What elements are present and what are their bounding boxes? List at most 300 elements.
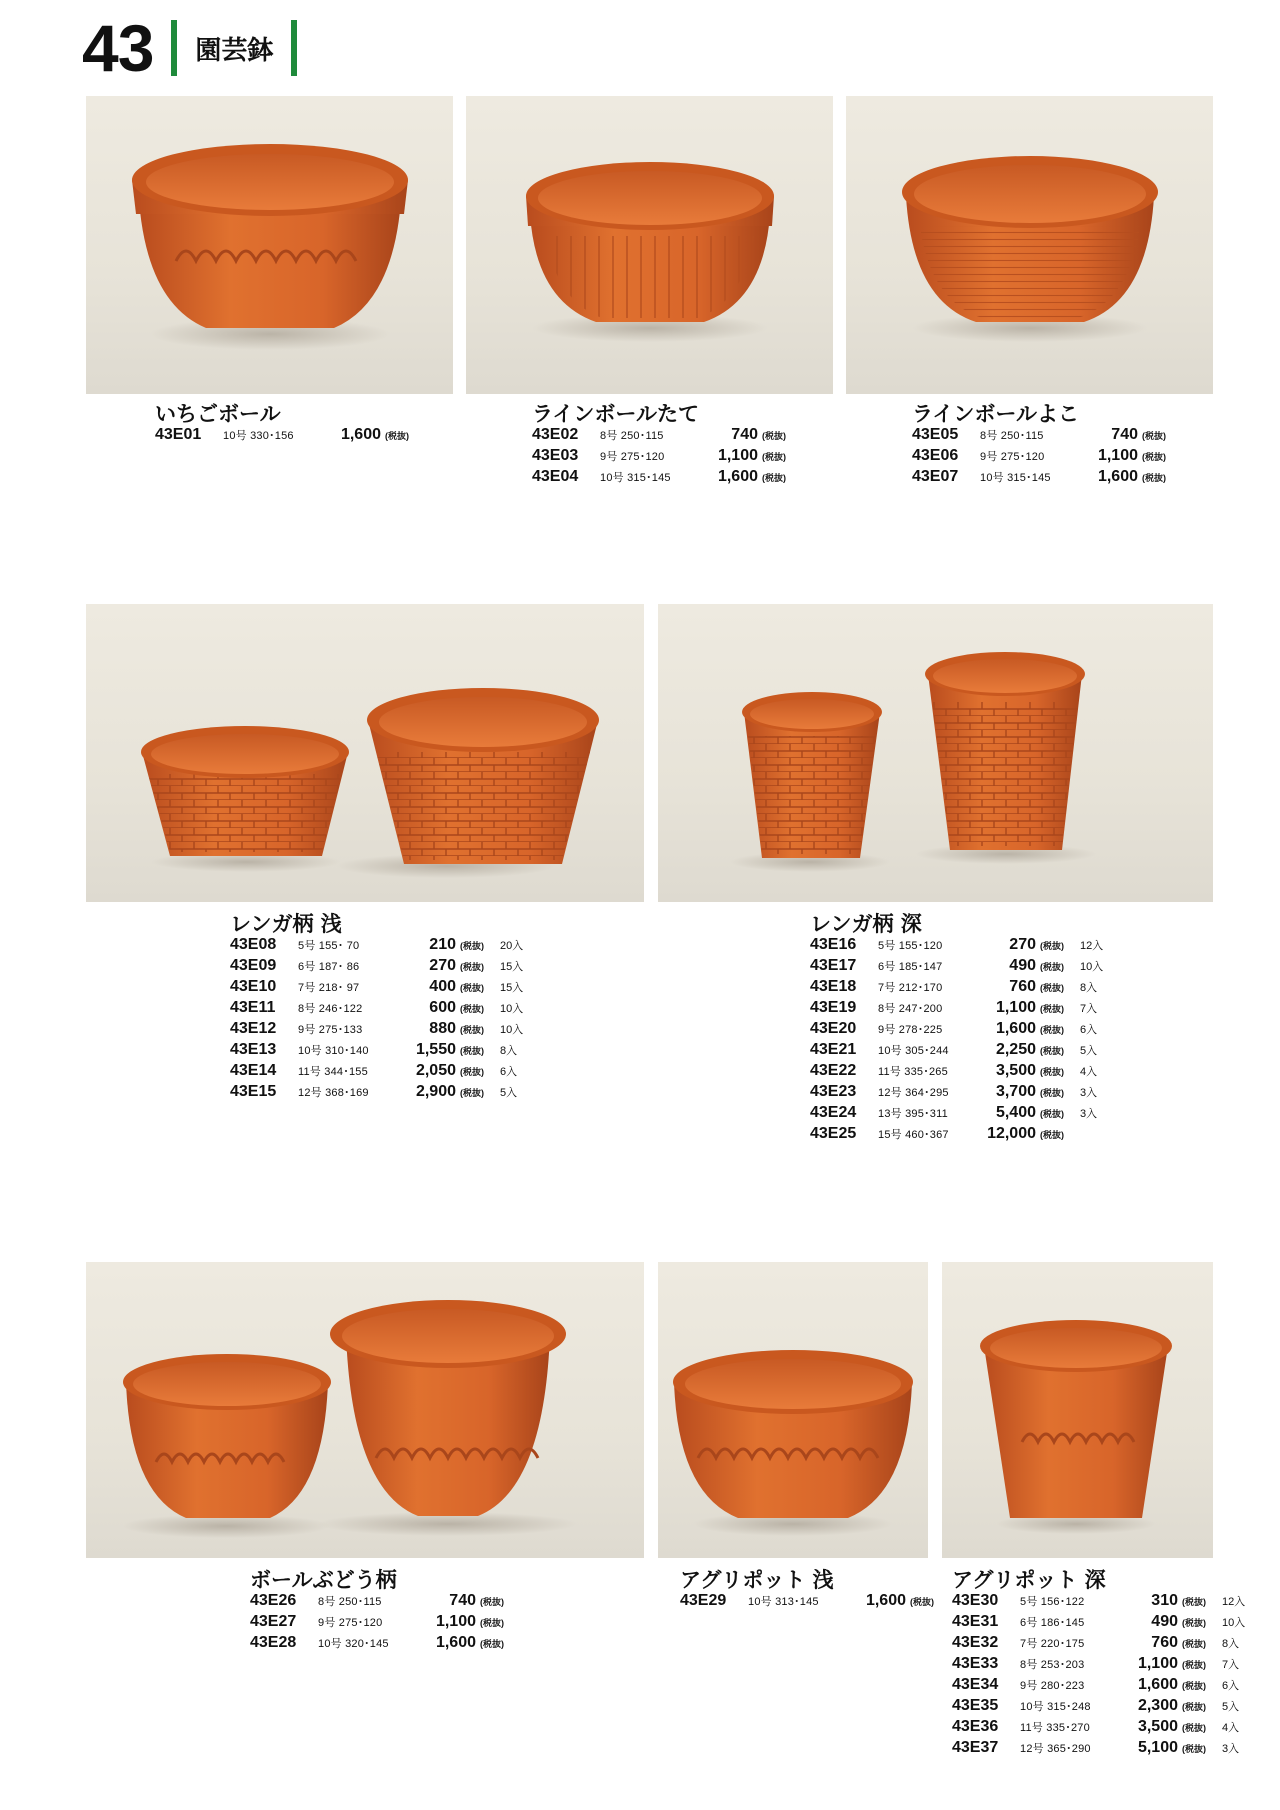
size-number: 10号 (748, 1596, 772, 1608)
size-spec (318, 1593, 412, 1609)
size-spec (1020, 1593, 1114, 1609)
price-row (230, 978, 523, 999)
price-row (810, 1062, 1103, 1083)
tax-note: (税抜) (762, 473, 786, 483)
tax-note: (税抜) (1142, 473, 1166, 483)
size-spec (298, 958, 392, 974)
size-spec (878, 937, 972, 953)
dimensions: 330･156 (250, 430, 294, 442)
price: 1,600 (340, 426, 381, 443)
size-number: 8号 (318, 1596, 336, 1608)
product-code: 43E24 (810, 1104, 857, 1121)
size-number: 10号 (980, 472, 1004, 484)
tax-note: (税抜) (460, 1088, 484, 1098)
size-number: 9号 (318, 1617, 336, 1629)
tax-note: (税抜) (910, 1597, 934, 1607)
price: 740 (731, 426, 758, 443)
product-code: 43E28 (250, 1634, 297, 1651)
size-number: 8号 (878, 1003, 896, 1015)
size-spec (318, 1614, 412, 1630)
brick-shallow-image (86, 604, 644, 902)
price: 1,600 (435, 1634, 476, 1651)
tax-note: (税抜) (460, 983, 484, 993)
product-code: 43E20 (810, 1020, 857, 1037)
size-spec (1020, 1698, 1114, 1714)
tax-note: (税抜) (1142, 452, 1166, 462)
price-list-ball-grape (250, 1592, 520, 1655)
price-row (250, 1634, 520, 1655)
pack-quantity: 10入 (500, 1003, 524, 1015)
size-spec (298, 1000, 392, 1016)
size-number: 9号 (600, 451, 618, 463)
dimensions: 310･140 (325, 1045, 369, 1057)
product-name-brick-shallow: レンガ柄 浅 (230, 912, 342, 936)
tax-note: (税抜) (1040, 1004, 1064, 1014)
product-code: 43E35 (952, 1697, 999, 1714)
pack-quantity: 4入 (1222, 1722, 1240, 1734)
dimensions: 364･295 (905, 1087, 949, 1099)
accent-bar-left (171, 20, 177, 76)
size-number: 10号 (600, 472, 624, 484)
product-code: 43E30 (952, 1592, 999, 1609)
dimensions: 185･147 (898, 961, 943, 973)
dimensions: 275･120 (620, 451, 665, 463)
size-spec (878, 1000, 972, 1016)
price: 270 (1009, 936, 1036, 953)
product-name-line-bowl-horizontal: ラインボールよこ (912, 402, 1079, 426)
product-code: 43E37 (952, 1739, 999, 1756)
dimensions: 220･175 (1040, 1638, 1085, 1650)
photo-brick-shallow (86, 604, 644, 902)
photo-ichigo-bowl (86, 96, 453, 394)
dimensions: 275･120 (338, 1617, 383, 1629)
product-code: 43E18 (810, 978, 857, 995)
price-row (810, 936, 1103, 957)
price-row (952, 1613, 1245, 1634)
price-row (952, 1739, 1245, 1760)
dimensions: 315･145 (627, 472, 671, 484)
dimensions: 278･225 (898, 1024, 943, 1036)
dimensions: 315･145 (1007, 472, 1051, 484)
product-name-brick-deep: レンガ柄 深 (810, 912, 922, 936)
tax-note: (税抜) (1040, 1067, 1064, 1077)
size-spec (1020, 1614, 1114, 1630)
product-code: 43E26 (250, 1592, 297, 1609)
tax-note: (税抜) (460, 941, 484, 951)
price-row (230, 1083, 523, 1104)
pack-quantity: 4入 (1080, 1066, 1098, 1078)
size-number: 10号 (223, 430, 247, 442)
tax-note: (税抜) (460, 1025, 484, 1035)
product-code: 43E04 (532, 468, 579, 485)
price-row (952, 1718, 1245, 1739)
product-code: 43E14 (230, 1062, 277, 1079)
size-spec (878, 1126, 972, 1142)
dimensions: 250･115 (1000, 430, 1044, 442)
dimensions: 155･ 70 (318, 940, 360, 952)
tax-note: (税抜) (1182, 1660, 1206, 1670)
pack-quantity: 8入 (500, 1045, 518, 1057)
size-spec (878, 1042, 972, 1058)
tax-note: (税抜) (1040, 1130, 1064, 1140)
size-spec (298, 979, 392, 995)
pack-quantity: 7入 (1080, 1003, 1098, 1015)
size-spec (318, 1635, 412, 1651)
size-number: 10号 (878, 1045, 902, 1057)
price-row (230, 999, 523, 1020)
tax-note: (税抜) (480, 1597, 504, 1607)
pack-quantity: 10入 (1080, 961, 1104, 973)
price-row (810, 1083, 1103, 1104)
size-number: 10号 (298, 1045, 322, 1057)
price: 490 (1151, 1613, 1178, 1630)
pack-quantity: 20入 (500, 940, 524, 952)
product-name-agripot-shallow: アグリポット 浅 (680, 1568, 834, 1592)
product-name-ichigo-bowl: いちごボール (155, 402, 281, 426)
size-spec (1020, 1656, 1114, 1672)
size-spec (1020, 1635, 1114, 1651)
page-number: 43 (82, 11, 154, 85)
accent-bar-right (291, 20, 297, 76)
photo-agripot-deep (942, 1262, 1213, 1558)
dimensions: 275･120 (1000, 451, 1045, 463)
tax-note: (税抜) (762, 452, 786, 462)
pack-quantity: 15入 (500, 982, 524, 994)
tax-note: (税抜) (1040, 1109, 1064, 1119)
tax-note: (税抜) (762, 431, 786, 441)
dimensions: 280･223 (1040, 1680, 1085, 1692)
dimensions: 344･155 (324, 1066, 368, 1078)
photo-line-bowl-horizontal (846, 96, 1213, 394)
pack-quantity: 3入 (1080, 1108, 1098, 1120)
pack-quantity: 8入 (1222, 1638, 1240, 1650)
price-row (810, 1125, 1103, 1146)
price: 2,250 (995, 1041, 1036, 1058)
product-name-ball-grape: ボールぶどう柄 (250, 1568, 397, 1592)
product-code: 43E31 (952, 1613, 999, 1630)
size-spec (298, 1084, 392, 1100)
price: 1,600 (995, 1020, 1036, 1037)
dimensions: 212･170 (898, 982, 943, 994)
size-number: 10号 (318, 1638, 342, 1650)
price-list-ichigo-bowl (155, 426, 425, 447)
product-code: 43E05 (912, 426, 959, 443)
tax-note: (税抜) (1040, 941, 1064, 951)
pack-quantity: 5入 (1080, 1045, 1098, 1057)
tax-note: (税抜) (460, 1004, 484, 1014)
pack-quantity: 6入 (500, 1066, 518, 1078)
price-row (810, 957, 1103, 978)
size-number: 6号 (298, 961, 316, 973)
price: 740 (1111, 426, 1138, 443)
price: 12,000 (987, 1125, 1036, 1142)
dimensions: 155･120 (898, 940, 943, 952)
product-code: 43E21 (810, 1041, 857, 1058)
product-code: 43E01 (155, 426, 202, 443)
tax-note: (税抜) (1182, 1702, 1206, 1712)
tax-note: (税抜) (460, 1067, 484, 1077)
bleed-through-text (560, 430, 1060, 550)
pack-quantity: 10入 (500, 1024, 524, 1036)
price-list-agripot-deep (952, 1592, 1245, 1760)
size-number: 8号 (600, 430, 618, 442)
price: 210 (429, 936, 456, 953)
product-code: 43E16 (810, 936, 857, 953)
dimensions: 186･145 (1040, 1617, 1085, 1629)
size-spec (878, 1063, 972, 1079)
size-spec (878, 1084, 972, 1100)
pack-quantity: 8入 (1080, 982, 1098, 994)
price-row (250, 1613, 520, 1634)
price: 1,100 (717, 447, 758, 464)
photo-line-bowl-vertical (466, 96, 833, 394)
price-row (680, 1592, 950, 1613)
product-code: 43E19 (810, 999, 857, 1016)
price-row (230, 1062, 523, 1083)
product-code: 43E29 (680, 1592, 727, 1609)
price: 3,500 (995, 1062, 1036, 1079)
dimensions: 247･200 (898, 1003, 943, 1015)
price-list-brick-shallow (230, 936, 523, 1104)
tax-note: (税抜) (480, 1618, 504, 1628)
line-bowl-vertical-image (466, 96, 833, 394)
size-number: 11号 (878, 1066, 902, 1078)
size-number: 8号 (298, 1003, 316, 1015)
size-number: 5号 (1020, 1596, 1038, 1608)
price-row (952, 1676, 1245, 1697)
size-number: 9号 (1020, 1680, 1038, 1692)
size-number: 6号 (1020, 1617, 1038, 1629)
size-number: 9号 (878, 1024, 896, 1036)
size-number: 8号 (980, 430, 998, 442)
page-header (82, 11, 315, 85)
price: 740 (449, 1592, 476, 1609)
size-spec (1020, 1740, 1114, 1756)
price: 400 (429, 978, 456, 995)
tax-note: (税抜) (480, 1639, 504, 1649)
pack-quantity: 7入 (1222, 1659, 1240, 1671)
size-number: 13号 (878, 1108, 902, 1120)
size-number: 7号 (1020, 1638, 1038, 1650)
tax-note: (税抜) (1182, 1618, 1206, 1628)
price: 310 (1151, 1592, 1178, 1609)
size-spec (298, 1042, 392, 1058)
price: 270 (429, 957, 456, 974)
product-code: 43E08 (230, 936, 277, 953)
dimensions: 218･ 97 (318, 982, 360, 994)
price: 760 (1151, 1634, 1178, 1651)
size-number: 9号 (980, 451, 998, 463)
product-code: 43E02 (532, 426, 579, 443)
product-code: 43E25 (810, 1125, 857, 1142)
price: 1,600 (1137, 1676, 1178, 1693)
price-row (952, 1592, 1245, 1613)
brick-deep-image (658, 604, 1213, 902)
size-number: 9号 (298, 1024, 316, 1036)
product-code: 43E36 (952, 1718, 999, 1735)
product-code: 43E34 (952, 1676, 999, 1693)
size-spec (748, 1593, 842, 1609)
price: 2,300 (1137, 1697, 1178, 1714)
price: 880 (429, 1020, 456, 1037)
size-spec (1020, 1719, 1114, 1735)
dimensions: 335･265 (904, 1066, 948, 1078)
tax-note: (税抜) (460, 962, 484, 972)
price: 1,600 (1097, 468, 1138, 485)
dimensions: 335･270 (1046, 1722, 1090, 1734)
size-number: 12号 (298, 1087, 322, 1099)
price: 490 (1009, 957, 1036, 974)
size-number: 11号 (298, 1066, 322, 1078)
tax-note: (税抜) (1182, 1639, 1206, 1649)
size-number: 7号 (298, 982, 316, 994)
product-code: 43E15 (230, 1083, 277, 1100)
tax-note: (税抜) (1182, 1744, 1206, 1754)
size-number: 7号 (878, 982, 896, 994)
price-list-brick-deep (810, 936, 1103, 1146)
pack-quantity: 3入 (1080, 1087, 1098, 1099)
price-row (952, 1655, 1245, 1676)
product-code: 43E03 (532, 447, 579, 464)
photo-agripot-shallow (658, 1262, 928, 1558)
tax-note: (税抜) (385, 431, 409, 441)
size-number: 11号 (1020, 1722, 1044, 1734)
product-name-agripot-deep: アグリポット 深 (952, 1568, 1106, 1592)
price: 1,100 (995, 999, 1036, 1016)
price-row (230, 1020, 523, 1041)
dimensions: 156･122 (1040, 1596, 1085, 1608)
size-spec (878, 1105, 972, 1121)
price-row (230, 936, 523, 957)
pack-quantity: 12入 (1080, 940, 1104, 952)
product-code: 43E33 (952, 1655, 999, 1672)
pack-quantity: 6入 (1080, 1024, 1098, 1036)
price: 5,100 (1137, 1739, 1178, 1756)
size-number: 5号 (298, 940, 316, 952)
product-code: 43E22 (810, 1062, 857, 1079)
product-code: 43E11 (230, 999, 276, 1016)
price-row (230, 957, 523, 978)
tax-note: (税抜) (1182, 1723, 1206, 1733)
size-spec (298, 1063, 392, 1079)
dimensions: 320･145 (345, 1638, 389, 1650)
size-spec (298, 1021, 392, 1037)
dimensions: 253･203 (1040, 1659, 1085, 1671)
dimensions: 187･ 86 (318, 961, 360, 973)
tax-note: (税抜) (1040, 962, 1064, 972)
tax-note: (税抜) (1040, 1025, 1064, 1035)
tax-note: (税抜) (1182, 1597, 1206, 1607)
size-spec (1020, 1677, 1114, 1693)
tax-note: (税抜) (1040, 1046, 1064, 1056)
price: 5,400 (995, 1104, 1036, 1121)
dimensions: 315･248 (1047, 1701, 1091, 1713)
price: 2,050 (415, 1062, 456, 1079)
product-code: 43E10 (230, 978, 277, 995)
dimensions: 368･169 (325, 1087, 369, 1099)
price-row (810, 978, 1103, 999)
price-row (230, 1041, 523, 1062)
size-number: 6号 (878, 961, 896, 973)
price: 3,700 (995, 1083, 1036, 1100)
price-row (155, 426, 425, 447)
product-code: 43E12 (230, 1020, 277, 1037)
tax-note: (税抜) (1040, 1088, 1064, 1098)
price: 1,100 (1137, 1655, 1178, 1672)
tax-note: (税抜) (1142, 431, 1166, 441)
price-row (952, 1634, 1245, 1655)
price-list-agripot-shallow (680, 1592, 950, 1613)
price: 2,900 (415, 1083, 456, 1100)
size-number: 15号 (878, 1129, 902, 1141)
price-row (810, 1104, 1103, 1125)
price: 1,600 (717, 468, 758, 485)
pack-quantity: 6入 (1222, 1680, 1240, 1692)
size-spec (298, 937, 392, 953)
tax-note: (税抜) (460, 1046, 484, 1056)
product-name-line-bowl-vertical: ラインボールたて (532, 402, 699, 426)
pack-quantity: 3入 (1222, 1743, 1240, 1755)
price: 1,550 (415, 1041, 456, 1058)
price: 1,100 (435, 1613, 476, 1630)
pack-quantity: 5入 (500, 1087, 518, 1099)
price: 760 (1009, 978, 1036, 995)
price: 1,600 (865, 1592, 906, 1609)
agripot-deep-image (942, 1262, 1213, 1558)
dimensions: 460･367 (905, 1129, 949, 1141)
size-number: 8号 (1020, 1659, 1038, 1671)
product-code: 43E07 (912, 468, 959, 485)
price-row (952, 1697, 1245, 1718)
size-spec (878, 979, 972, 995)
dimensions: 275･133 (318, 1024, 363, 1036)
size-number: 10号 (1020, 1701, 1044, 1713)
dimensions: 365･290 (1047, 1743, 1091, 1755)
ball-grape-image (86, 1262, 644, 1558)
size-number: 5号 (878, 940, 896, 952)
dimensions: 250･115 (620, 430, 664, 442)
product-code: 43E13 (230, 1041, 277, 1058)
agripot-shallow-image (658, 1262, 928, 1558)
ichigo-bowl-image (86, 96, 453, 394)
dimensions: 313･145 (775, 1596, 819, 1608)
dimensions: 395･311 (905, 1108, 948, 1120)
tax-note: (税抜) (1182, 1681, 1206, 1691)
dimensions: 305･244 (905, 1045, 949, 1057)
size-spec (223, 427, 317, 443)
price: 600 (429, 999, 456, 1016)
page-title: 園芸鉢 (195, 35, 274, 66)
size-spec (878, 1021, 972, 1037)
tax-note: (税抜) (1040, 983, 1064, 993)
product-code: 43E23 (810, 1083, 857, 1100)
product-code: 43E17 (810, 957, 857, 974)
size-number: 12号 (1020, 1743, 1044, 1755)
pack-quantity: 10入 (1222, 1617, 1246, 1629)
pack-quantity: 12入 (1222, 1596, 1246, 1608)
size-spec (878, 958, 972, 974)
price-row (810, 1020, 1103, 1041)
dimensions: 246･122 (318, 1003, 363, 1015)
price: 3,500 (1137, 1718, 1178, 1735)
photo-brick-deep (658, 604, 1213, 902)
price-row (250, 1592, 520, 1613)
pack-quantity: 15入 (500, 961, 524, 973)
line-bowl-horizontal-image (846, 96, 1213, 394)
product-code: 43E32 (952, 1634, 999, 1651)
pack-quantity: 5入 (1222, 1701, 1240, 1713)
price: 1,100 (1097, 447, 1138, 464)
